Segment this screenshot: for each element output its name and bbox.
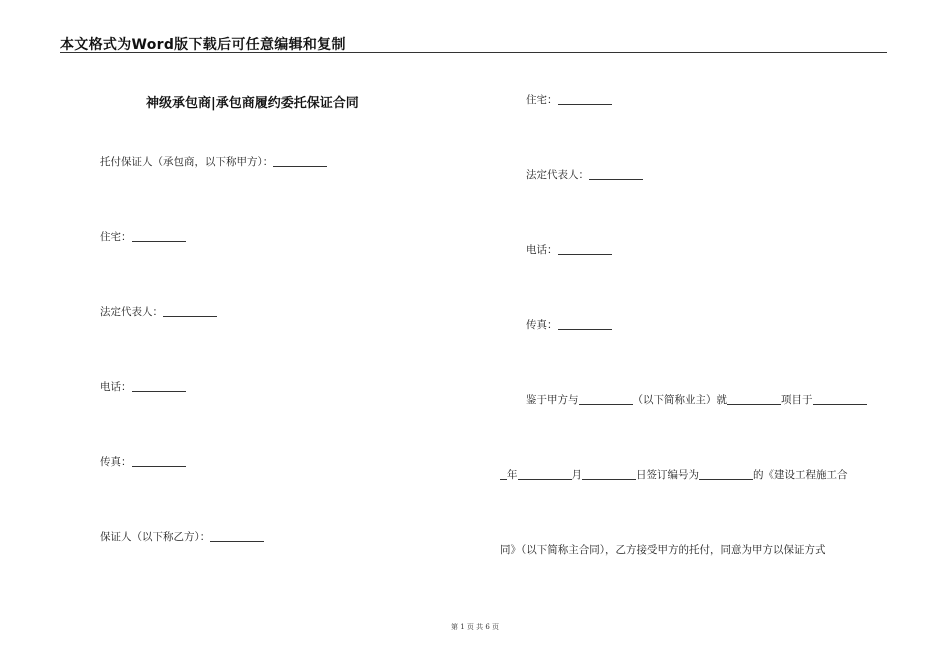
field-label: 传真： — [100, 456, 132, 468]
fill-blank — [132, 455, 186, 467]
field-guarantor — [100, 530, 264, 544]
fill-blank — [518, 468, 572, 480]
fill-blank — [813, 393, 867, 405]
field-fax — [100, 455, 186, 469]
document-title: 神级承包商|承包商履约委托保证合同 — [146, 96, 359, 111]
fill-blank — [558, 93, 612, 105]
field-label: 住宅： — [526, 94, 558, 106]
field-label: 保证人（以下称乙方）： — [100, 531, 211, 543]
paragraph-text: 的《建设工程施工合 — [753, 469, 848, 481]
paragraph-text: （以下简称业主）就 — [632, 394, 727, 406]
fill-blank — [132, 380, 186, 392]
field-label: 托付保证人（承包商，以下称甲方）： — [100, 156, 274, 168]
field-address-guarantor — [526, 93, 612, 107]
paragraph-text: 月 — [571, 469, 582, 481]
field-legal-representative — [100, 305, 217, 319]
field-label: 法定代表人： — [526, 169, 589, 181]
paragraph-line-3 — [500, 543, 826, 557]
paragraph-text: 日签订编号为 — [636, 469, 699, 481]
paragraph-line-2 — [500, 468, 848, 482]
field-legal-representative-guarantor — [526, 168, 643, 182]
paragraph-text: 鉴于甲方与 — [526, 394, 579, 406]
paragraph-text: 同》（以下简称主合同），乙方接受甲方的托付，同意为甲方以保证方式 — [500, 544, 826, 556]
paragraph-text: 项目于 — [781, 394, 813, 406]
fill-blank — [589, 168, 643, 180]
fill-blank — [727, 393, 781, 405]
field-principal — [100, 155, 327, 169]
field-address — [100, 230, 186, 244]
fill-blank — [132, 230, 186, 242]
field-label: 住宅： — [100, 231, 132, 243]
fill-blank — [163, 305, 217, 317]
field-label: 法定代表人： — [100, 306, 163, 318]
header-divider — [60, 52, 887, 53]
paragraph-text: 年 — [507, 469, 518, 481]
field-phone-guarantor — [526, 243, 612, 257]
field-fax-guarantor — [526, 318, 612, 332]
field-label: 电话： — [526, 244, 558, 256]
fill-blank — [558, 318, 612, 330]
fill-blank — [582, 468, 636, 480]
fill-blank — [558, 243, 612, 255]
fill-blank — [210, 530, 264, 542]
field-label: 传真： — [526, 319, 558, 331]
field-phone — [100, 380, 186, 394]
field-label: 电话： — [100, 381, 132, 393]
fill-blank — [273, 155, 327, 167]
fill-blank — [699, 468, 753, 480]
fill-blank — [579, 393, 633, 405]
fill-blank — [500, 468, 507, 480]
paragraph-line-1 — [526, 393, 867, 407]
header-title: 本文格式为Word版下载后可任意编辑和复制 — [60, 37, 346, 53]
page-number: 第 1 页 共 6 页 — [450, 623, 500, 631]
